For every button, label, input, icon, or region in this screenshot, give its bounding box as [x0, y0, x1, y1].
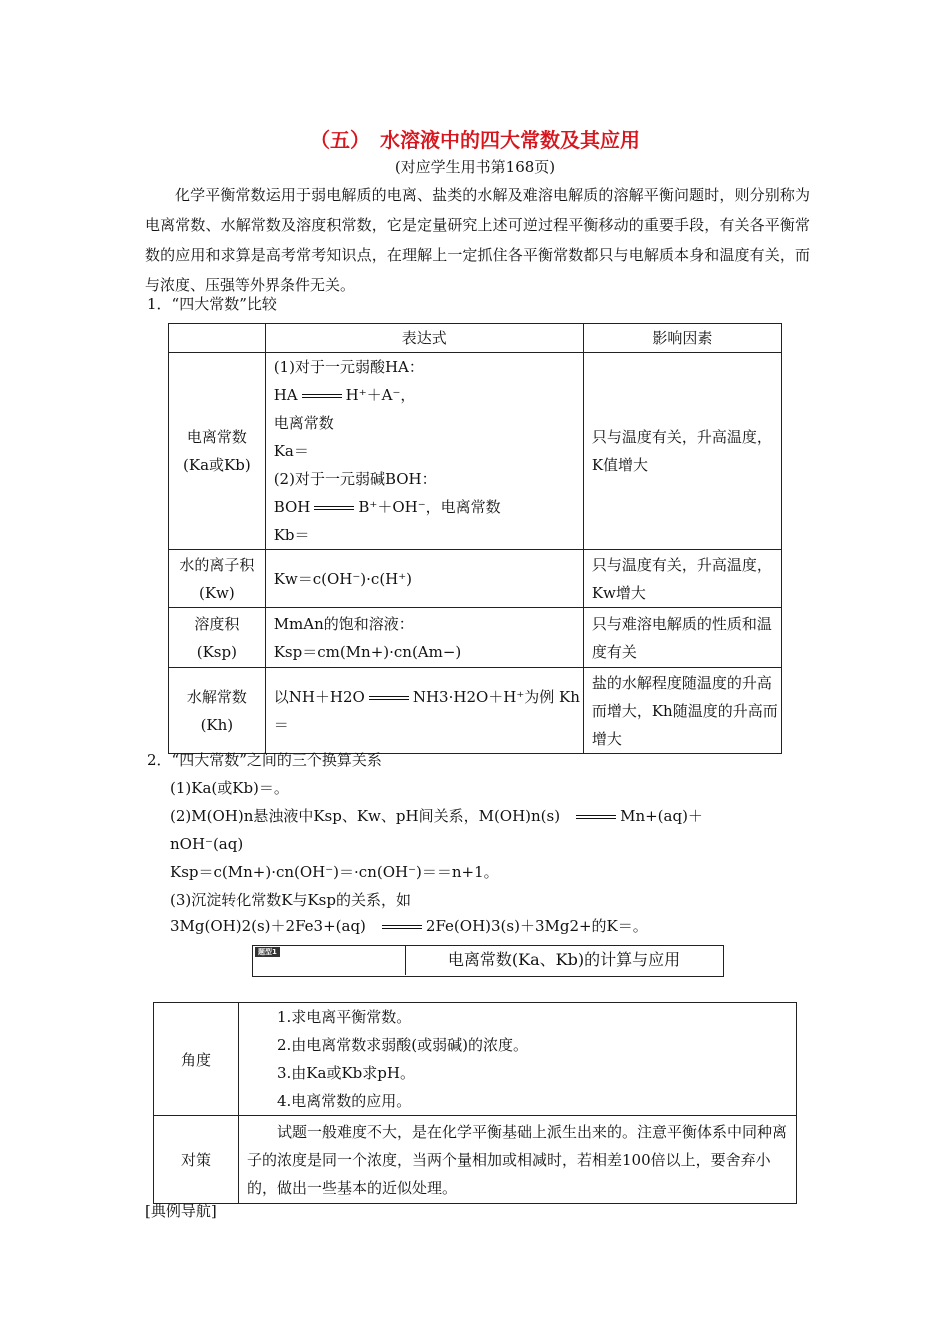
- angle-item: 3.由Ka或Kb求pH。: [277, 1064, 415, 1082]
- expr-line: Kb＝: [273, 526, 310, 544]
- expr-line: Ka＝: [273, 442, 309, 460]
- hydrolysis-symbol: (Kh): [200, 715, 234, 734]
- table-row-ionization: [169, 353, 782, 550]
- header-empty: [169, 324, 266, 353]
- section-1-heading: 1．“四大常数”比较: [147, 295, 277, 313]
- relation-3-line-1: (3)沉淀转化常数K与Ksp的关系，如: [170, 891, 411, 909]
- water-factor: 只与温度有关，升高温度，Kw增大: [583, 550, 781, 608]
- strategy-text-cell: [239, 1116, 797, 1204]
- table-row-water: [169, 550, 782, 608]
- expr-part: H⁺＋A⁻，: [345, 386, 416, 404]
- equilibrium-arrow-icon: [300, 391, 344, 401]
- equilibrium-arrow-icon: [312, 503, 356, 513]
- section-2-heading: 2．“四大常数”之间的三个换算关系: [147, 751, 382, 769]
- water-expression: Kw＝c(OH⁻)·c(H⁺): [265, 550, 583, 608]
- expr-line: [274, 381, 583, 409]
- expr-part: BOH: [273, 498, 311, 516]
- table-row-hydrolysis: [169, 668, 782, 754]
- rel-part: Mn+(aq)＋: [620, 807, 703, 825]
- relation-3-line-2: [170, 914, 648, 938]
- solubility-expression-cell: [265, 608, 583, 668]
- expr-line: [274, 493, 583, 521]
- equilibrium-arrow-icon: [367, 693, 411, 703]
- solubility-name-cell: [169, 608, 266, 668]
- solubility-symbol: (Ksp): [196, 642, 237, 661]
- solubility-name: 溶度积: [194, 614, 240, 633]
- topic-title: 电离常数(Ka、Kb)的计算与应用: [447, 950, 681, 969]
- strategy-text: 试题一般难度不大，是在化学平衡基础上派生出来的。注意平衡体系中同种离子的浓度是同一个浓度，当两个量相加或相减时，若相差100倍以上，要舍弃小的，做出一些基本的近似处理。: [247, 1122, 788, 1197]
- angle-item: 1.求电离平衡常数。: [277, 1008, 412, 1026]
- expr-line: MmAn的饱和溶液：: [273, 614, 414, 633]
- table-row-solubility: [169, 608, 782, 668]
- topic-tag-cell: [253, 946, 406, 975]
- page-title: （五） 水溶液中的四大常数及其应用: [310, 128, 640, 152]
- hydrolysis-factor: 盐的水解程度随温度的升高而增大，Kh随温度的升高而增大: [583, 668, 781, 754]
- header-expression: 表达式: [265, 324, 583, 353]
- example-guide-label: [典例导航]: [145, 1202, 217, 1220]
- expr-part: 以NH＋H2O: [273, 687, 365, 706]
- expr-part: HA: [273, 386, 298, 404]
- angles-list: [239, 1003, 797, 1116]
- angle-item: 4.电离常数的应用。: [277, 1092, 412, 1110]
- strategy-label: 对策: [154, 1116, 239, 1204]
- ionization-symbol: (Ka或Kb): [183, 456, 251, 474]
- angle-item: 2.由电离常数求弱酸(或弱碱)的浓度。: [277, 1036, 529, 1054]
- topic-tag: 题型1: [255, 947, 280, 957]
- rel-part: 2Fe(OH)3(s)＋3Mg2+的K＝。: [425, 917, 648, 935]
- header-factors: 影响因素: [583, 324, 781, 353]
- relation-2-line-2: nOH⁻(aq): [170, 835, 244, 853]
- expr-line: 电离常数: [273, 414, 334, 432]
- ionization-name-cell: [169, 353, 266, 550]
- ionization-expression-cell: [265, 353, 583, 550]
- hydrolysis-name-cell: [169, 668, 266, 754]
- table-row-strategy: [154, 1116, 797, 1204]
- table-header-row: [169, 324, 782, 353]
- equilibrium-arrow-icon: [380, 922, 424, 932]
- relation-2-line-1: [170, 804, 703, 828]
- expr-part: NH3·H2O＋H⁺为例 Kh＝: [273, 687, 580, 734]
- table-row-angles: [154, 1003, 797, 1116]
- rel-part: (2)M(OH)n悬浊液中Ksp、Kw、pH间关系，M(OH)n(s): [170, 807, 561, 825]
- water-name: 水的离子积(Kw): [169, 550, 266, 608]
- relation-2-line-3: Ksp＝c(Mn+)·cn(OH⁻)＝·cn(OH⁻)＝＝n+1。: [170, 863, 499, 881]
- angle-strategy-table: [153, 1002, 797, 1204]
- expr-line: (1)对于一元弱酸HA：: [273, 358, 424, 376]
- topic-banner: [252, 945, 724, 977]
- relation-1: (1)Ka(或Kb)＝。: [170, 779, 289, 797]
- constants-comparison-table: [168, 323, 782, 754]
- ionization-factor: 只与温度有关，升高温度，K值增大: [583, 353, 781, 550]
- expr-part: B⁺＋OH⁻，电离常数: [358, 498, 501, 516]
- expr-line: Ksp＝cm(Mn+)·cn(Am−): [273, 642, 462, 661]
- rel-part: 3Mg(OH)2(s)＋2Fe3+(aq): [170, 917, 366, 935]
- expr-line: (2)对于一元弱碱BOH：: [273, 470, 437, 488]
- equilibrium-arrow-icon: [574, 812, 618, 822]
- hydrolysis-expression: [265, 668, 583, 754]
- ionization-name: 电离常数: [186, 428, 247, 446]
- hydrolysis-name: 水解常数: [186, 687, 247, 706]
- page-reference: (对应学生用书第168页): [394, 158, 556, 176]
- angles-label: 角度: [154, 1003, 239, 1116]
- solubility-factor: 只与难溶电解质的性质和温度有关: [583, 608, 781, 668]
- intro-paragraph: 化学平衡常数运用于弱电解质的电离、盐类的水解及难溶电解质的溶解平衡问题时，则分别称为电离常数、水解常数及溶度积常数，它是定量研究上述可逆过程平衡移动的重要手段，有关各平衡常数的应用和求算是高考常考知识点，在理解上一定抓住各平衡常数都只与电解质本身和温度有关，而与浓度、压强等外界条件无关。: [145, 186, 810, 294]
